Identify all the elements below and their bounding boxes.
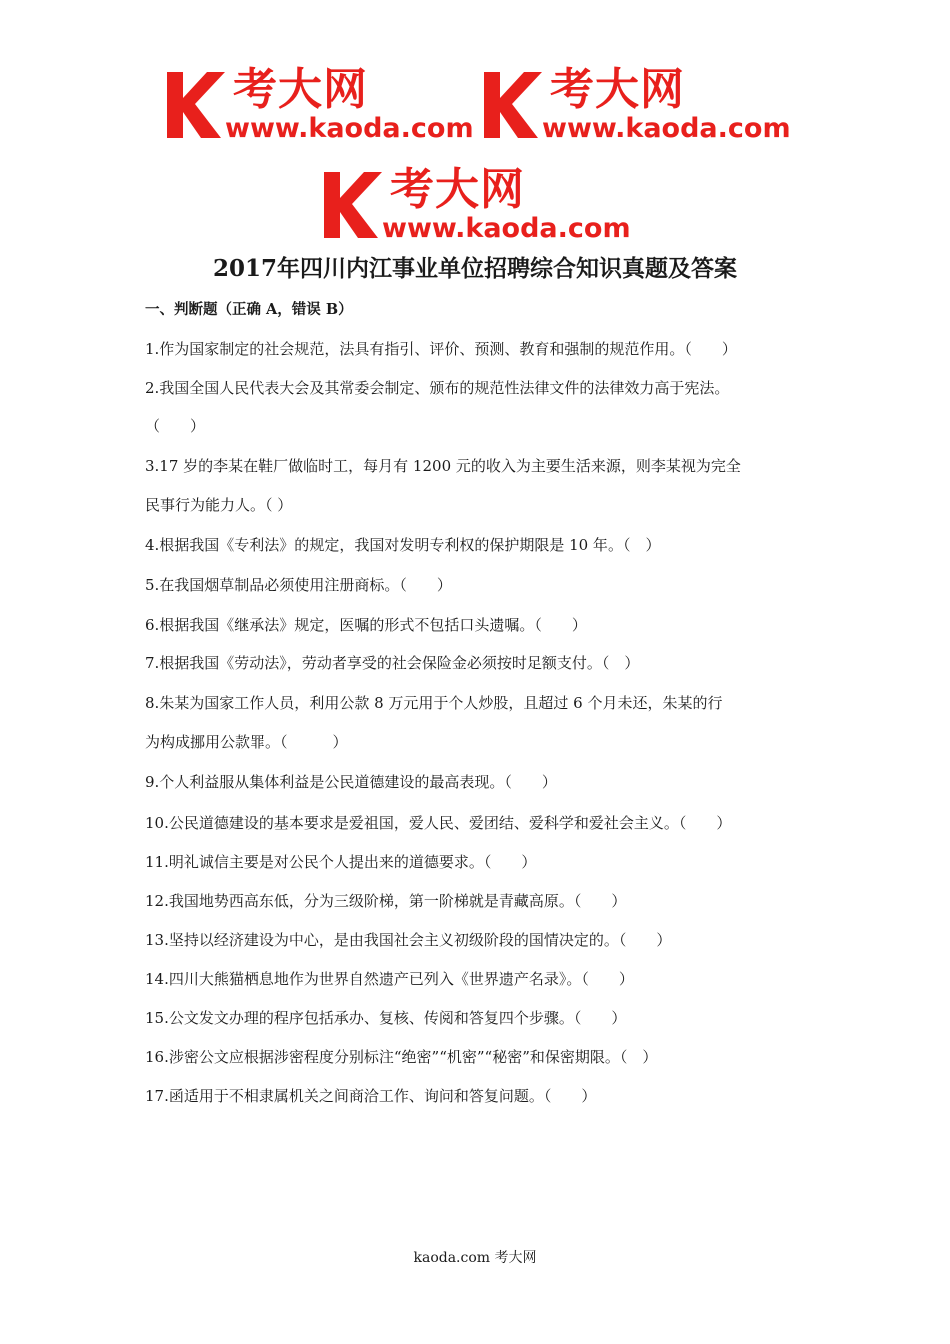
question-line: 6.根据我国《继承法》规定，医嘱的形式不包括口头遗嘱。（ ） [145,616,587,634]
page-footer: kaoda.com 考大网 [413,1250,537,1266]
question-line: 15.公文发文办理的程序包括承办、复核、传阅和答复四个步骤。（ ） [145,1009,627,1027]
question-line: 16.涉密公文应根据涉密程度分别标注“绝密”“机密”“秘密”和保密期限。（ ） [145,1048,658,1066]
question-line: 1.作为国家制定的社会规范，法具有指引、评价、预测、教育和强制的规范作用。（ ） [145,340,737,358]
question-line: 13.坚持以经济建设为中心，是由我国社会主义初级阶段的国情决定的。（ ） [145,931,672,949]
logo-url: www.kaoda.com [382,213,631,244]
document-title: 2017年四川内江事业单位招聘综合知识真题及答案 [212,255,737,282]
k-logo-icon [320,164,384,244]
logo-brand: 考大网 [550,64,685,115]
k-logo-icon [480,64,544,144]
kaoda-logo [480,64,800,146]
question-line: 8.朱某为国家工作人员，利用公款 8 万元用于个人炒股，且超过 6 个月未还，朱某的行 [145,694,723,712]
section-heading: 一、判断题（正确 A，错误 B） [145,301,353,318]
kaoda-logo [320,164,640,246]
logo-url: www.kaoda.com [225,113,474,144]
question-line: 9.个人利益服从集体利益是公民道德建设的最高表现。（ ） [145,773,557,791]
question-line: 7.根据我国《劳动法》，劳动者享受的社会保险金必须按时足额支付。（ ） [145,654,640,672]
question-line: 10.公民道德建设的基本要求是爱祖国，爱人民、爱团结、爱科学和爱社会主义。（ ） [145,814,732,832]
question-line: （ ） [145,417,206,435]
logo-url: www.kaoda.com [542,113,791,144]
k-logo-icon [163,64,227,144]
logo-brand: 考大网 [233,64,368,115]
question-line: 11.明礼诚信主要是对公民个人提出来的道德要求。（ ） [145,853,537,871]
logo-brand: 考大网 [390,164,525,215]
question-line: 2.我国全国人民代表大会及其常委会制定、颁布的规范性法律文件的法律效力高于宪法。 [145,379,730,397]
question-line: 14.四川大熊猫栖息地作为世界自然遗产已列入《世界遗产名录》。（ ） [145,970,634,988]
question-line: 3.17 岁的李某在鞋厂做临时工，每月有 1200 元的收入为主要生活来源，则李某视为完全 [145,457,741,475]
question-line: 12.我国地势西高东低，分为三级阶梯，第一阶梯就是青藏高原。（ ） [145,892,627,910]
question-line: 为构成挪用公款罪。（ ） [145,733,348,751]
question-line: 17.函适用于不相隶属机关之间商洽工作、询问和答复问题。（ ） [145,1087,597,1105]
question-line: 民事行为能力人。（ ） [145,496,293,514]
question-line: 4.根据我国《专利法》的规定，我国对发明专利权的保护期限是 10 年。（ ） [145,536,661,554]
question-line: 5.在我国烟草制品必须使用注册商标。（ ） [145,576,452,594]
kaoda-logo [163,64,483,146]
